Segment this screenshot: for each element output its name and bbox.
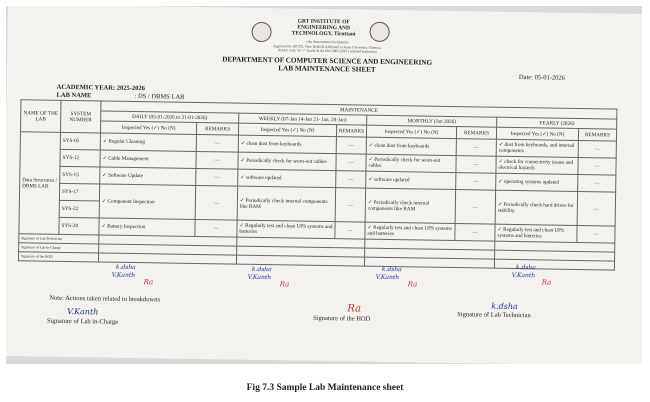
hod-initials: Ra xyxy=(143,278,154,287)
yearly-task-cell: ✓ operating systems updated xyxy=(496,173,578,191)
lab-name-label: LAB NAME xyxy=(56,91,92,100)
period-monthly-header: MONTHLY (Jan 2026) xyxy=(367,115,497,127)
handwritten-signature: V.Kanth xyxy=(375,273,400,282)
daily-task-cell: ✓ Component Inspection xyxy=(99,184,196,220)
system-number-cell: SYS-15 xyxy=(60,166,100,184)
handwritten-signature: k.dsha xyxy=(515,264,536,272)
system-number-cell: SYS-22 xyxy=(59,200,99,218)
remark-cell: — xyxy=(195,185,238,220)
handwritten-signature: V.Kanth xyxy=(511,271,536,280)
system-number-cell: SYS-05 xyxy=(60,132,100,150)
figure-caption: Fig 7.3 Sample Lab Maintenance sheet xyxy=(246,383,404,393)
remark-cell: — xyxy=(195,219,237,237)
system-number-cell: SYS-12 xyxy=(60,149,100,167)
hod-initials: Ra xyxy=(407,280,418,289)
remark-cell: — xyxy=(335,188,366,222)
remarks-header: REMARKS xyxy=(336,125,366,137)
remark-cell: — xyxy=(455,224,495,242)
inspected-header: Inspected Yes (✓) No (N) xyxy=(496,127,578,140)
system-number-header: SYSTEM NUMBER xyxy=(60,100,100,133)
remark-cell: — xyxy=(456,156,496,174)
monthly-task-cell: ✓ Regularly test and clean UPS systems and batteries xyxy=(365,222,455,240)
institute-name: GRT INSTITUTE OF ENGINEERING AND TECHNOLOGY, Tiruttani xyxy=(291,18,356,38)
academic-year: ACADEMIC YEAR: 2025-2026 xyxy=(56,83,145,93)
daily-task-cell: ✓ Cable Management xyxy=(100,150,196,169)
maintenance-sheet xyxy=(6,6,642,364)
remarks-header: REMARKS xyxy=(196,122,238,135)
inspected-header: Inspected Yes (✓) No (N) xyxy=(100,121,196,135)
monthly-task-cell: ✓ clean dust from keyboards xyxy=(366,137,456,155)
remark-cell: — xyxy=(455,190,496,225)
period-weekly-header: WEEKLY (07-Jan 14-Jan 21- Jan, 28-Jan) xyxy=(239,113,367,125)
remarks-header: REMARKS xyxy=(456,127,496,140)
document-photo xyxy=(6,6,642,364)
weekly-task-cell: ✓ software updated xyxy=(238,169,336,188)
lab-name-cell: Data Structures / DBMS LAB xyxy=(19,132,61,235)
inspected-header: Inspected Yes (✓) No (N) xyxy=(238,123,336,137)
monthly-task-cell: ✓ Periodically check internal components like RAM xyxy=(365,188,456,223)
signature-row-label: Signature of Lab Technician xyxy=(19,234,99,244)
name-of-lab-header: NAME OF THE LAB xyxy=(20,100,60,133)
remark-cell: — xyxy=(196,134,238,152)
hod-initials: Ra xyxy=(541,278,552,287)
period-daily-header: DAILY (05-01-2026 to 31-01-2026) xyxy=(101,111,239,123)
remark-cell: — xyxy=(578,140,616,158)
breakdown-note: Note: Actions taken related to breakdowns xyxy=(49,294,161,304)
handwritten-signature: k.dsha xyxy=(491,301,518,312)
sheet-date: Date: 05-01-2026 xyxy=(518,74,565,82)
hod-initials: Ra xyxy=(279,280,290,289)
yearly-task-cell: ✓ check for connectivity issues and electrical hazards xyxy=(496,156,578,174)
handwritten-signature: V.Kanth xyxy=(67,306,99,317)
remark-cell: — xyxy=(335,222,365,239)
signature-lab-incharge: Signature of Lab in-Charge xyxy=(46,317,119,326)
remark-cell: — xyxy=(577,191,616,226)
inspected-header: Inspected Yes (✓) No (N) xyxy=(366,125,456,138)
daily-task-cell: ✓ Regular Cleaning xyxy=(100,133,196,152)
remark-cell: — xyxy=(578,157,616,175)
maintenance-table xyxy=(18,99,618,270)
handwritten-signature: V.Kanth xyxy=(111,271,136,280)
remark-cell: — xyxy=(456,173,496,191)
remark-cell: — xyxy=(336,137,366,154)
weekly-task-cell: ✓ Regularly test and clean UPS systems and batteries xyxy=(237,220,335,239)
handwritten-signature: k.dsha xyxy=(115,263,136,272)
hod-signature-mark: Ra xyxy=(347,303,362,315)
weekly-task-cell: ✓ Periodically check for worn-out cables xyxy=(238,152,336,171)
lab-name-value: : DS / DBMS LAB xyxy=(134,92,185,101)
department-title: DEPARTMENT OF COMPUTER SCIENCE AND ENGINEERING LAB MAINTENANCE SHEET xyxy=(157,54,497,75)
system-number-cell: SYS-17 xyxy=(59,183,99,201)
remark-cell: — xyxy=(336,171,366,188)
signature-row-label: Signature of the HOD xyxy=(18,252,98,262)
signature-lab-technician: Signature of Lab Technician xyxy=(457,311,531,320)
handwritten-signature: V.Kanth xyxy=(247,273,272,282)
remark-cell: — xyxy=(577,225,615,243)
monthly-task-cell: ✓ software updated xyxy=(366,171,456,189)
daily-task-cell: ✓ Battery Inspection xyxy=(99,218,195,237)
accreditation-seal xyxy=(369,22,389,42)
yearly-task-cell: ✓ Periodically check hard drives for stability. xyxy=(495,190,578,225)
daily-task-cell: ✓ Software Update xyxy=(100,167,196,186)
remark-cell: — xyxy=(578,174,616,192)
maintenance-header: MAINTENANCE xyxy=(101,101,617,119)
remarks-header: REMARKS xyxy=(578,128,616,141)
sheet-title: LAB MAINTENANCE SHEET xyxy=(278,64,376,74)
period-yearly-header: YEARLY (2026) xyxy=(497,117,617,129)
signature-row-label: Signature of Lab In-Charge xyxy=(19,243,99,253)
remark-cell: — xyxy=(196,151,238,169)
remark-cell: — xyxy=(196,168,238,186)
weekly-task-cell: ✓ clean dust from keyboards xyxy=(238,135,336,154)
signature-hod: Signature of the HOD xyxy=(313,314,371,323)
weekly-task-cell: ✓ Periodically check internal components like RAM xyxy=(237,186,336,222)
remark-cell: — xyxy=(456,139,496,157)
handwritten-signature: k.dsha xyxy=(251,265,272,274)
institute-subtitle: (An Autonomous Institution) Approved by AICTE, New Delhi & Affiliated to Anna University, Chennai. NAAC with "A++" Grade & An ISO 9001:2015 Certified Institution xyxy=(273,39,382,54)
yearly-task-cell: ✓ dust from keyboards, and internal components xyxy=(496,139,578,157)
handwritten-signature: k.dsha xyxy=(381,265,402,274)
yearly-task-cell: ✓ Regularly test and clean UPS systems and batteries xyxy=(495,224,577,242)
system-number-cell: SYS-28 xyxy=(59,217,99,235)
monthly-task-cell: ✓ Periodically check for worn-out cables xyxy=(366,154,456,172)
remark-cell: — xyxy=(336,154,366,171)
